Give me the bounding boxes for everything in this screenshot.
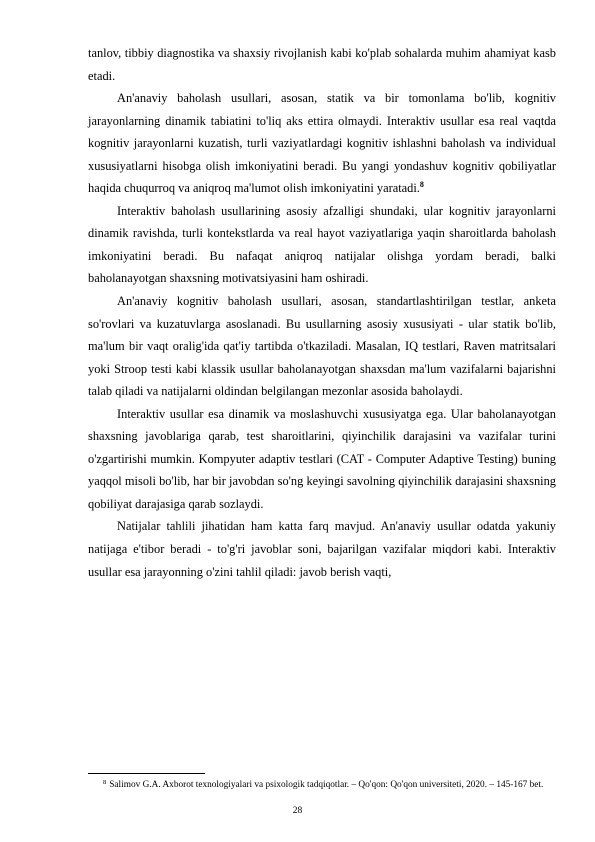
footnote-mark: 8 bbox=[103, 779, 107, 786]
footnote-separator bbox=[88, 773, 205, 774]
paragraph bbox=[88, 87, 556, 200]
paragraph-continuation bbox=[88, 42, 556, 87]
footnote bbox=[103, 778, 556, 794]
paragraph-text: Natijalar tahlili jihatidan ham katta farq mavjud. An'anaviy usullar odatda yakuniy natijaga e'tibor beradi - to'g'ri javoblar soni, bajarilgan vazifalar miqdori kabi. Interaktiv usullar esa jarayonning o'zini tahlil qiladi: javob berish vaqti, bbox=[88, 519, 556, 579]
paragraph-text: Interaktiv usullar esa dinamik va moslashuvchi xususiyatga ega. Ular baholanayotgan shaxsning javoblariga qarab, test sharoitlarini, qiyinchilik darajasini va vazifalar turini o'zgartirishi mumkin. Kompyuter adaptiv testlari (CAT - Computer Adaptive Testing) buning yaqqol misoli bo'lib, har bir javobdan so'ng keyingi savolning qiyinchilik darajasini shaxsning qobiliyat darajasiga qarab sozlaydi. bbox=[88, 406, 556, 511]
paragraph-text: Interaktiv baholash usullarining asosiy afzalligi shundaki, ular kognitiv jarayonlarni dinamik ravishda, turli kontekstlarda va real hayot vaziyatlariga yaqin sharoitlarda baholash imkoniyatini beradi. Bu nafaqat aniqroq natijalar olishga yordam beradi, balki baholanayotgan shaxsning motivatsiyasini ham oshiradi. bbox=[88, 203, 556, 286]
paragraph bbox=[88, 515, 556, 583]
footnote-text: Salimov G.A. Axborot texnologiyalari va psixologik tadqiqotlar. – Qo'qon: Qo'qon universiteti, 2020. – 145-167 bet. bbox=[109, 780, 544, 790]
paragraph bbox=[88, 200, 556, 290]
paragraph-text: An'anaviy baholash usullari, asosan, statik va bir tomonlama bo'lib, kognitiv jarayonlarning dinamik tabiatini to'liq aks ettira olmaydi. Interaktiv usullar esa real vaqtda kognitiv jarayonlarni kuzatish, turli vaziyatlardagi kognitiv ishlashni baholash va individual xususiyatlarni hisobga olish imkoniyatini beradi. Bu yangi yondashuv kognitiv qobiliyatlar haqida chuqurroq va aniqroq ma'lumot olish imkoniyatini yaratadi. bbox=[88, 91, 556, 196]
paragraph-text: An'anaviy kognitiv baholash usullari, asosan, standartlashtirilgan testlar, anketa so'rovlari va kuzatuvlarga asoslanadi. Bu usullarning asosiy xususiyati - ular statik bo'lib, ma'lum bir vaqt oralig'ida qat'iy tartibda o'tkaziladi. Masalan, IQ testlari, Raven matritsalari yoki Stroop testi kabi klassik usullar baholanayotgan shaxsdan ma'lum vazifalarni bajarishni talab qiladi va natijalarni oldindan belgilangan mezonlar asosida baholaydi. bbox=[88, 294, 556, 399]
paragraph-text: tanlov, tibbiy diagnostika va shaxsiy rivojlanish kabi ko'plab sohalarda muhim ahamiyat kasb etadi. bbox=[88, 46, 556, 83]
footnote-reference[interactable]: 8 bbox=[419, 180, 424, 190]
page-number: 28 bbox=[292, 806, 303, 816]
body-text bbox=[88, 42, 556, 583]
paragraph bbox=[88, 403, 556, 516]
paragraph bbox=[88, 290, 556, 403]
